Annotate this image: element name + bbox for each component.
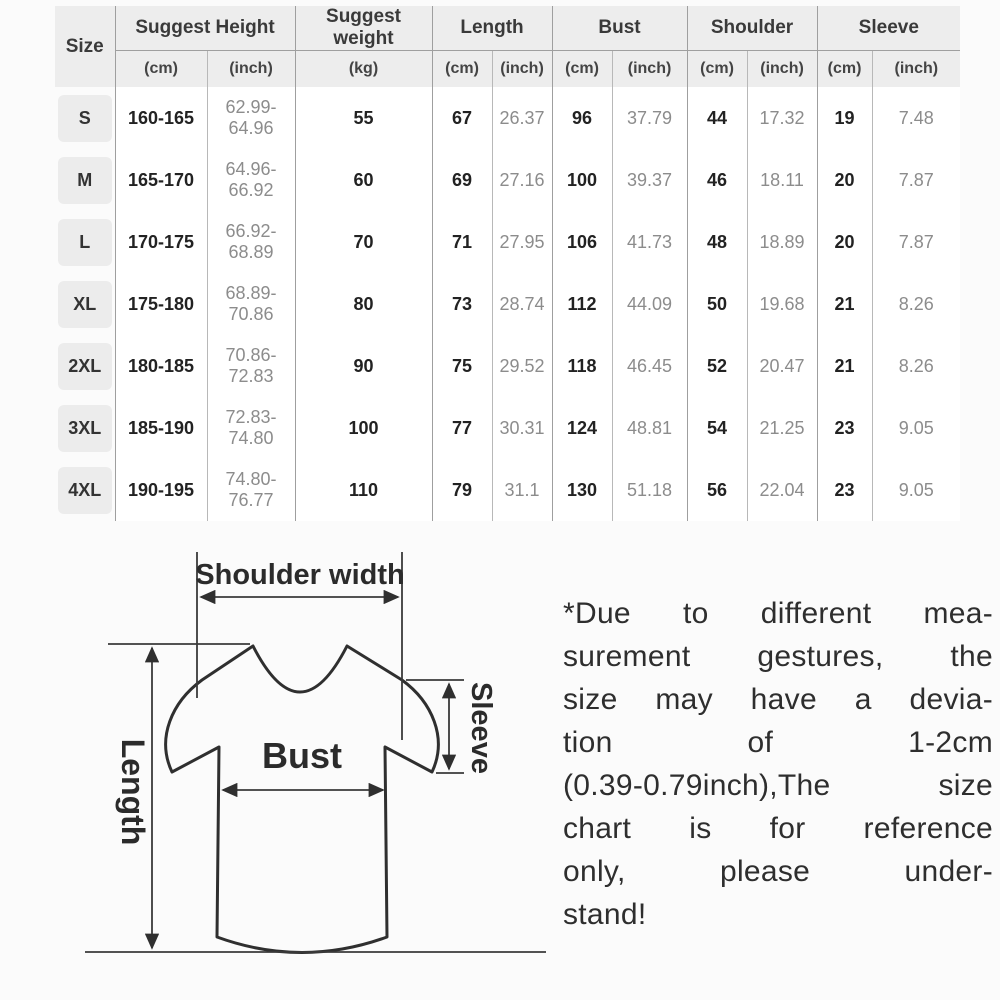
sleeve-label: Sleeve — [465, 682, 497, 774]
table-row — [55, 273, 960, 335]
measurement-cell: 56 — [687, 459, 747, 521]
size-label: M — [58, 157, 112, 204]
measurement-cell: 112 — [552, 273, 612, 335]
measurement-cell: 165-170 — [115, 149, 207, 211]
measurement-cell: 48.81 — [612, 397, 687, 459]
measurement-cell: 20 — [817, 211, 872, 273]
table-row — [55, 87, 960, 149]
measurement-cell: 9.05 — [872, 397, 960, 459]
table-row — [55, 211, 960, 273]
measurement-cell: 67 — [432, 87, 492, 149]
measurement-cell: 110 — [295, 459, 432, 521]
measurement-cell: 21.25 — [747, 397, 817, 459]
size-cell — [55, 459, 115, 521]
measurement-cell: 73 — [432, 273, 492, 335]
note-line: (0.39-0.79inch),The size — [563, 769, 993, 802]
table-row — [55, 397, 960, 459]
measurement-cell: 62.99-64.96 — [207, 87, 295, 149]
measurement-cell: 39.37 — [612, 149, 687, 211]
size-label: L — [58, 219, 112, 266]
note-line: surement gestures, the — [563, 640, 993, 673]
measurement-cell: 96 — [552, 87, 612, 149]
measurement-cell: 8.26 — [872, 273, 960, 335]
sleeve-header: Sleeve — [817, 6, 960, 51]
measurement-cell: 124 — [552, 397, 612, 459]
measurement-cell: 19 — [817, 87, 872, 149]
measurement-cell: 7.87 — [872, 149, 960, 211]
measurement-cell: 22.04 — [747, 459, 817, 521]
unit-kg: (kg) — [295, 51, 432, 88]
note-line: tion of 1-2cm — [563, 726, 993, 759]
measurement-cell: 50 — [687, 273, 747, 335]
unit-cm: (cm) — [552, 51, 612, 88]
measurement-cell: 46.45 — [612, 335, 687, 397]
measurement-cell: 60 — [295, 149, 432, 211]
measurement-cell: 27.16 — [492, 149, 552, 211]
note-line: only, please under- — [563, 855, 993, 888]
column-group-row — [55, 6, 960, 51]
size-cell — [55, 273, 115, 335]
shoulder-header: Shoulder — [687, 6, 817, 51]
measurement-cell: 55 — [295, 87, 432, 149]
size-label: 2XL — [58, 343, 112, 390]
measurement-cell: 175-180 — [115, 273, 207, 335]
table-header — [55, 6, 960, 87]
measurement-cell: 30.31 — [492, 397, 552, 459]
measurement-cell: 9.05 — [872, 459, 960, 521]
measurement-cell: 41.73 — [612, 211, 687, 273]
measurement-cell: 20.47 — [747, 335, 817, 397]
measurement-cell: 66.92-68.89 — [207, 211, 295, 273]
measurement-cell: 46 — [687, 149, 747, 211]
measurement-cell: 21 — [817, 335, 872, 397]
bust-label: Bust — [262, 735, 342, 776]
measurement-cell: 19.68 — [747, 273, 817, 335]
measurement-cell: 23 — [817, 459, 872, 521]
size-cell — [55, 335, 115, 397]
measurement-cell: 29.52 — [492, 335, 552, 397]
size-cell — [55, 87, 115, 149]
unit-inch: (inch) — [747, 51, 817, 88]
measurement-cell: 70 — [295, 211, 432, 273]
unit-row — [55, 51, 960, 88]
measurement-cell: 54 — [687, 397, 747, 459]
table-row — [55, 149, 960, 211]
measurement-cell: 70.86-72.83 — [207, 335, 295, 397]
measurement-cell: 20 — [817, 149, 872, 211]
size-column-header: Size — [55, 6, 115, 87]
measurement-cell: 18.89 — [747, 211, 817, 273]
unit-inch: (inch) — [612, 51, 687, 88]
measurement-cell: 51.18 — [612, 459, 687, 521]
unit-cm: (cm) — [687, 51, 747, 88]
measurement-cell: 74.80-76.77 — [207, 459, 295, 521]
measurement-cell: 100 — [295, 397, 432, 459]
note-line: size may have a devia- — [563, 683, 993, 716]
tshirt-outline — [166, 646, 439, 953]
measurement-cell: 130 — [552, 459, 612, 521]
measurement-cell: 21 — [817, 273, 872, 335]
note-line: stand! — [563, 898, 647, 931]
measurement-cell: 44 — [687, 87, 747, 149]
measurement-cell: 72.83-74.80 — [207, 397, 295, 459]
measurement-cell: 27.95 — [492, 211, 552, 273]
measurement-cell: 28.74 — [492, 273, 552, 335]
measurement-cell: 180-185 — [115, 335, 207, 397]
measurement-cell: 75 — [432, 335, 492, 397]
length-header: Length — [432, 6, 552, 51]
measurement-cell: 64.96-66.92 — [207, 149, 295, 211]
measurement-cell: 68.89-70.86 — [207, 273, 295, 335]
note-line: chart is for reference — [563, 812, 993, 845]
table-body — [55, 87, 960, 521]
measurement-cell: 52 — [687, 335, 747, 397]
measurement-cell: 118 — [552, 335, 612, 397]
measurement-cell: 106 — [552, 211, 612, 273]
bust-header: Bust — [552, 6, 687, 51]
measurement-cell: 37.79 — [612, 87, 687, 149]
measurement-cell: 48 — [687, 211, 747, 273]
size-label: 4XL — [58, 467, 112, 514]
measurement-cell: 100 — [552, 149, 612, 211]
note-line: *Due to different mea- — [563, 597, 993, 630]
size-chart-table — [55, 6, 960, 521]
unit-cm: (cm) — [432, 51, 492, 88]
size-cell — [55, 149, 115, 211]
unit-cm: (cm) — [817, 51, 872, 88]
measurement-cell: 7.87 — [872, 211, 960, 273]
length-label: Length — [115, 738, 151, 846]
table-row — [55, 335, 960, 397]
measurement-cell: 185-190 — [115, 397, 207, 459]
unit-inch: (inch) — [207, 51, 295, 88]
suggest-height-header: Suggest Height — [115, 6, 295, 51]
measurement-cell: 69 — [432, 149, 492, 211]
tshirt-measurement-diagram — [80, 540, 550, 1000]
measurement-cell: 190-195 — [115, 459, 207, 521]
measurement-cell: 80 — [295, 273, 432, 335]
measurement-cell: 7.48 — [872, 87, 960, 149]
shoulder-width-label: Shoulder width — [195, 559, 405, 591]
measurement-cell: 18.11 — [747, 149, 817, 211]
measurement-cell: 23 — [817, 397, 872, 459]
measurement-cell: 170-175 — [115, 211, 207, 273]
measurement-cell: 77 — [432, 397, 492, 459]
measurement-cell: 90 — [295, 335, 432, 397]
size-label: 3XL — [58, 405, 112, 452]
measurement-cell: 8.26 — [872, 335, 960, 397]
measurement-cell: 17.32 — [747, 87, 817, 149]
suggest-weight-header: Suggest weight — [295, 6, 432, 51]
size-label: S — [58, 95, 112, 142]
size-cell — [55, 211, 115, 273]
size-cell — [55, 397, 115, 459]
table-row — [55, 459, 960, 521]
measurement-cell: 71 — [432, 211, 492, 273]
measurement-note — [563, 592, 993, 936]
measurement-cell: 79 — [432, 459, 492, 521]
unit-inch: (inch) — [492, 51, 552, 88]
measurement-cell: 160-165 — [115, 87, 207, 149]
measurement-cell: 26.37 — [492, 87, 552, 149]
unit-inch: (inch) — [872, 51, 960, 88]
measurement-cell: 44.09 — [612, 273, 687, 335]
measurement-cell: 31.1 — [492, 459, 552, 521]
unit-cm: (cm) — [115, 51, 207, 88]
size-label: XL — [58, 281, 112, 328]
